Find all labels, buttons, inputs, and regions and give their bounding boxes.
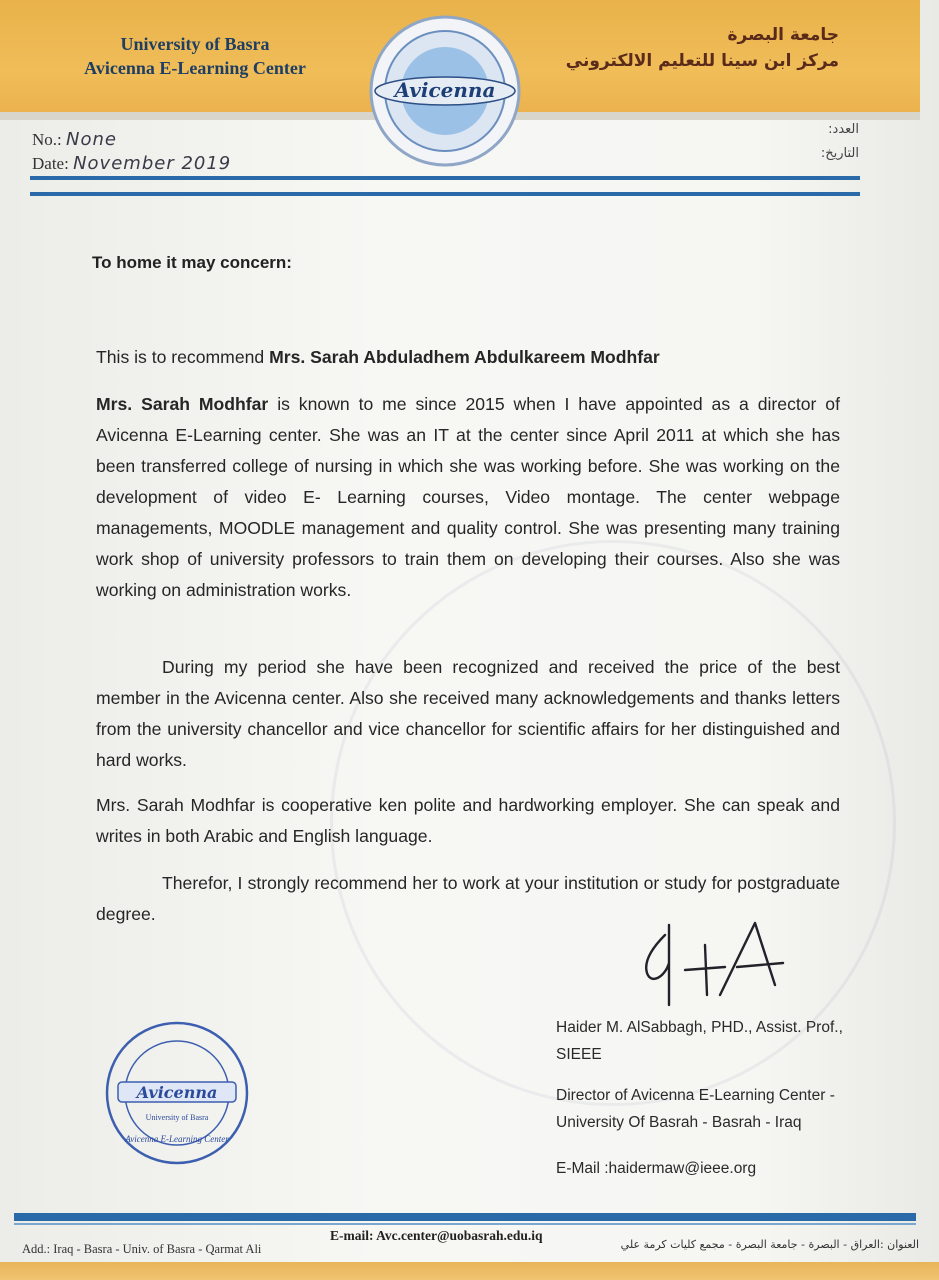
stamp-university: University of Basra <box>145 1113 209 1122</box>
stamp-ring-text: Avicenna E-Learning Center <box>125 1134 229 1144</box>
date-label-ar: التاريخ: <box>820 146 859 161</box>
date-value: November 2019 <box>73 153 232 174</box>
ref-number-row <box>32 128 231 152</box>
candidate-full-name: Mrs. Sarah Abduladhem Abdulkareem Modhfar <box>269 347 660 367</box>
signatory-title-block <box>556 1082 835 1136</box>
letterhead-english <box>60 32 330 80</box>
official-stamp <box>104 1020 250 1166</box>
footer-address-en: Add.: Iraq - Basra - Univ. of Basra - Qarmat Ali <box>22 1242 262 1256</box>
stamp-wordmark: Avicenna <box>136 1083 218 1102</box>
reference-block-ar <box>821 118 859 166</box>
ref-number-label-ar: العدد: <box>828 122 859 137</box>
paragraph-intro <box>96 342 840 373</box>
signatory-email: E-Mail :haidermaw@ieee.org <box>556 1160 757 1177</box>
signatory-title: Director of Avicenna E-Learning Center - <box>556 1087 835 1104</box>
signatory-credential: SIEEE <box>556 1046 602 1063</box>
header-rule-bottom <box>30 192 860 196</box>
footer-address-ar: العنوان :العراق - البصرة - جامعة البصرة - مجمع كليات كرمة علي <box>620 1238 919 1251</box>
greeting: To home it may concern: <box>92 253 292 272</box>
letterhead-arabic <box>559 22 839 74</box>
background-text: is known to me since 2015 when I have appointed as a director of Avicenna E-Learning center. She was an IT at the center since April 2011 at which she has been transferred college of nursing in which she was working before. She was working on the development of video E- Learning courses, Video montage. The center webpage managements, MOODLE management and quality control. She was presenting many training work shop of university professors to train them on developing their courses. Also she was working on administration works. <box>96 394 840 600</box>
paragraph-background <box>96 389 840 606</box>
candidate-name: Mrs. Sarah Modhfar <box>96 394 269 414</box>
footer-email: E-mail: Avc.center@uobasrah.edu.iq <box>330 1228 543 1243</box>
center-name-ar: مركز ابن سينا للتعليم الالكتروني <box>565 51 839 71</box>
university-name-ar: جامعة البصرة <box>727 25 839 45</box>
university-name-en: University of Basra <box>120 34 270 54</box>
signatory-name-block <box>556 1014 843 1068</box>
footer-rule <box>14 1213 916 1221</box>
footer-band <box>0 1262 939 1280</box>
signatory-affiliation: University Of Basrah - Basrah - Iraq <box>556 1114 802 1131</box>
header-rule-top <box>30 176 860 180</box>
signatory-name: Haider M. AlSabbagh, PHD., Assist. Prof., <box>556 1019 843 1036</box>
avicenna-logo <box>368 14 522 168</box>
handwritten-signature <box>625 915 795 1010</box>
ref-number-value: None <box>66 129 117 150</box>
paragraph-character: Mrs. Sarah Modhfar is cooperative ken polite and hardworking employer. She can speak and writes in both Arabic and English language. <box>96 795 840 846</box>
logo-wordmark: Avicenna <box>394 78 496 102</box>
center-name-en: Avicenna E-Learning Center <box>84 58 306 78</box>
paragraph-recommendation: Therefor, I strongly recommend her to work at your institution or study for postgraduate degree. <box>96 873 840 924</box>
paragraph-recognition: During my period she have been recognized and received the price of the best member in the Avicenna center. Also she received many acknowledgements and thanks letters from the university chancellor and vice chancellor for scientific affairs for her distinguished and hard works. <box>96 657 840 770</box>
ref-number-label: No.: <box>32 130 62 149</box>
date-label: Date: <box>32 154 69 173</box>
intro-prefix: This is to recommend <box>96 347 270 367</box>
footer-rule-thin <box>14 1223 916 1225</box>
date-row <box>32 152 231 176</box>
reference-block <box>32 128 231 176</box>
